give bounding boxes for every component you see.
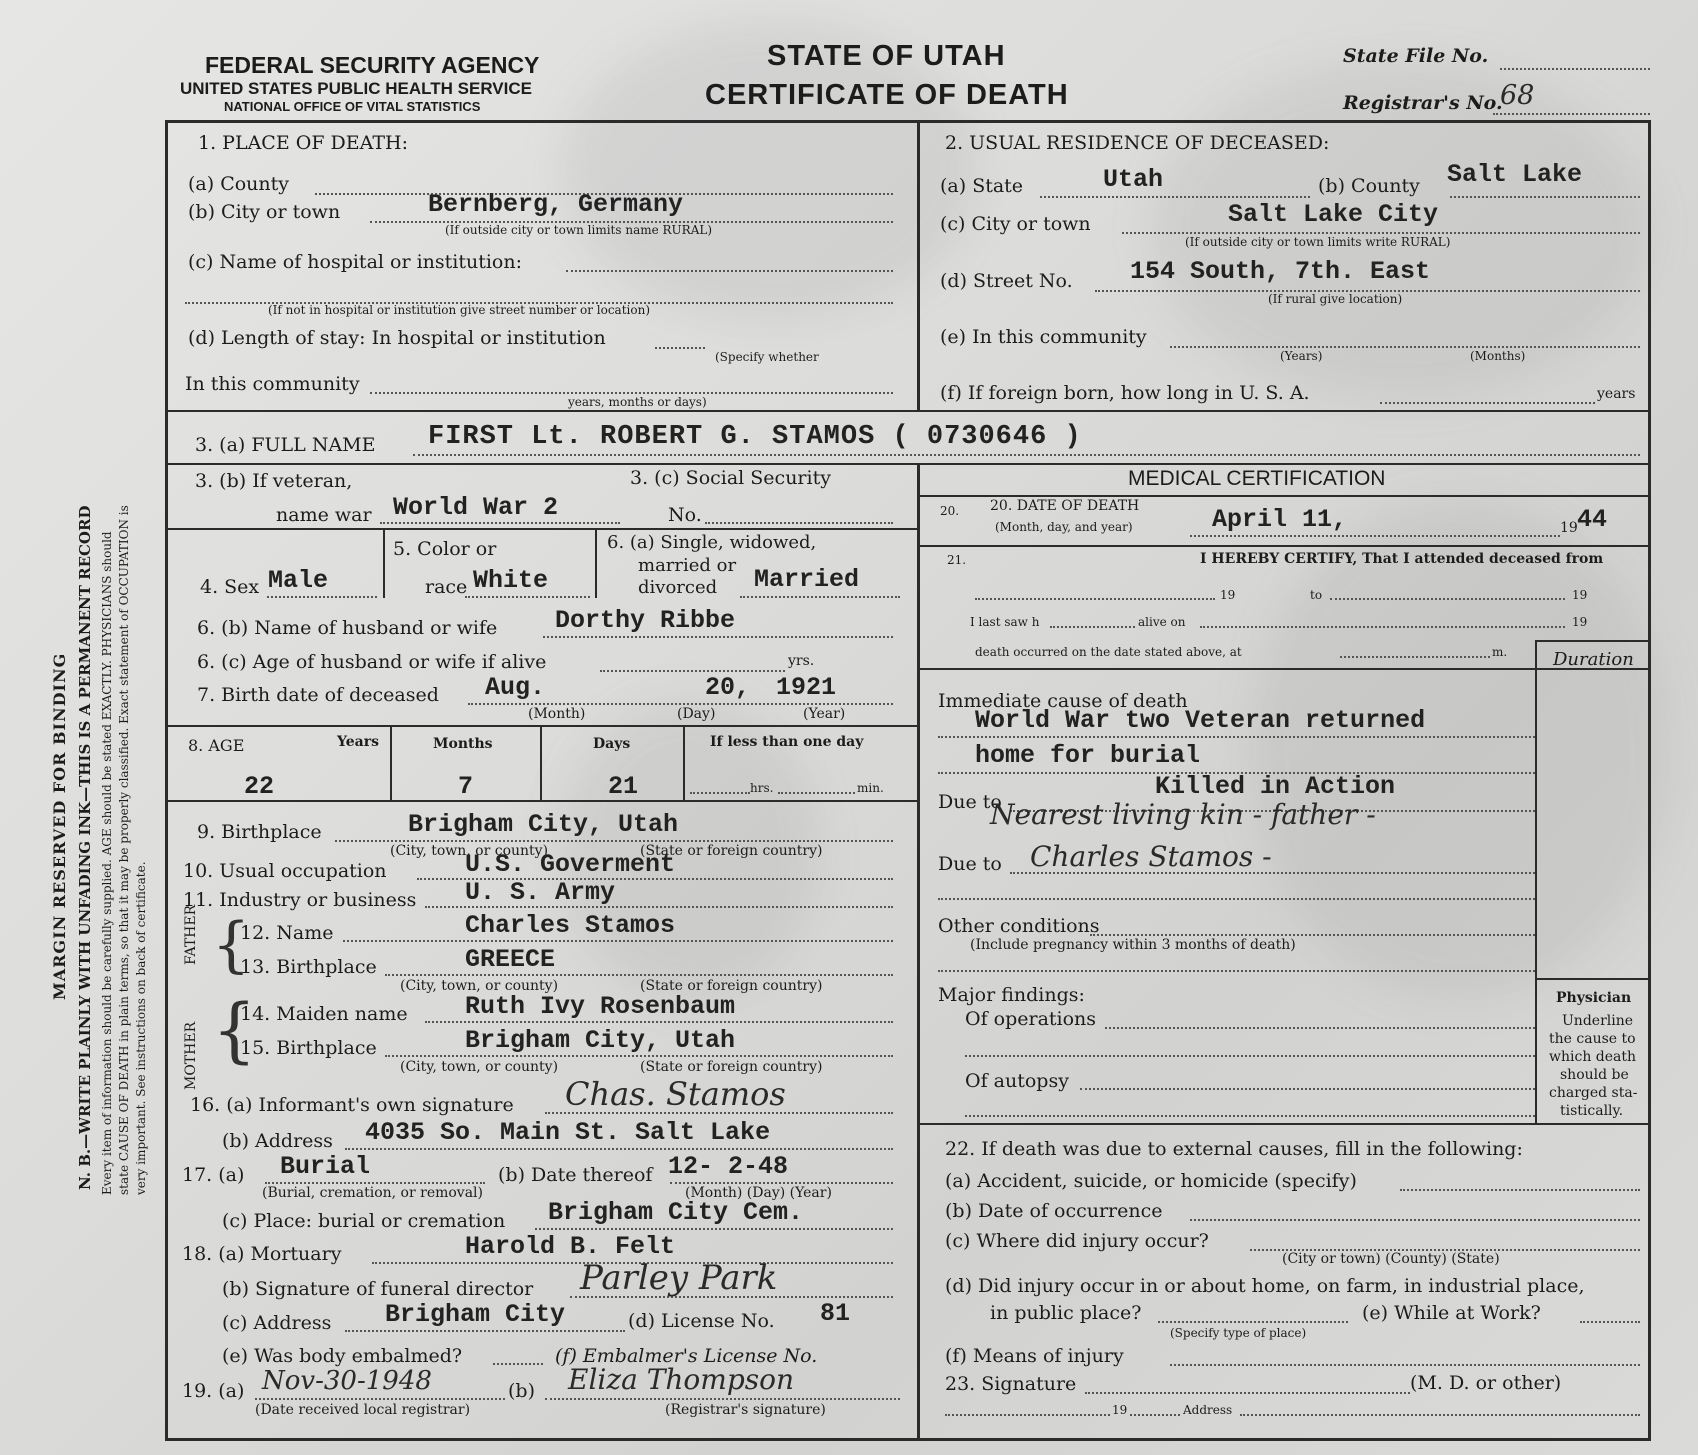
signature-23-label: 23. Signature (945, 1373, 1077, 1395)
full-name-label: 3. (a) FULL NAME (195, 434, 376, 456)
external-c-label: (c) Where did injury occur? (945, 1230, 1209, 1252)
community-label: In this community (185, 373, 360, 395)
res-city-note: (If outside city or town limits write RURAL) (1185, 235, 1451, 249)
state-title: STATE OF UTAH (767, 40, 1006, 72)
marital-label-3: divorced (638, 577, 718, 598)
of-operations-label: Of operations (965, 1008, 1097, 1030)
res-street-note: (If rural give location) (1268, 292, 1403, 306)
marital-label-2: married or (638, 555, 737, 576)
office-name: NATIONAL OFFICE OF VITAL STATISTICS (224, 99, 481, 114)
age-less-header: If less than one day (710, 734, 864, 750)
of-autopsy-label: Of autopsy (965, 1070, 1069, 1092)
spouse-yrs: yrs. (788, 653, 815, 669)
age-days-header: Days (593, 736, 631, 752)
mortuary-address-value: Brigham City (385, 1300, 566, 1329)
immediate-cause-line-1: World War two Veteran returned (975, 706, 1426, 735)
father-birthplace-label: 13. Birthplace (240, 956, 377, 978)
duration-header: Duration (1553, 649, 1634, 670)
informant-address-label: (b) Address (222, 1130, 333, 1152)
birth-year-note: (Year) (803, 706, 846, 722)
death-date-number: 20. (940, 504, 960, 518)
res-state-label: (a) State (940, 175, 1024, 197)
occurred-m: m. (1492, 645, 1508, 659)
res-street-value: 154 South, 7th. East (1130, 257, 1431, 286)
physician-note-1: Underline (1562, 1013, 1634, 1029)
father-name-value: Charles Stamos (465, 911, 676, 940)
years-note: years, months or days) (568, 395, 707, 409)
external-e-label: (e) While at Work? (1362, 1302, 1541, 1324)
informant-label: 16. (a) Informant's own signature (190, 1094, 514, 1116)
external-d-note: (Specify type of place) (1170, 1326, 1307, 1340)
marital-label-1: 6. (a) Single, widowed, (607, 532, 817, 553)
director-signature: Parley Park (580, 1258, 778, 1298)
res-years-note: (Years) (1280, 349, 1323, 363)
margin-binding-text: MARGIN RESERVED FOR BINDING (50, 652, 69, 1000)
mother-name-label: 14. Maiden name (240, 1003, 408, 1025)
mortuary-address-label: (c) Address (222, 1312, 332, 1334)
age-years-value: 22 (244, 772, 275, 801)
license-label: (d) License No. (628, 1310, 775, 1332)
sex-value: Male (268, 566, 329, 595)
registrar-sig-label: (b) (508, 1380, 535, 1402)
father-brace: { (212, 910, 251, 980)
spouse-label: 6. (b) Name of husband or wife (197, 617, 498, 639)
mortuary-value: Harold B. Felt (465, 1232, 676, 1261)
death-year-prefix: 19 (1560, 520, 1578, 536)
res-months-note: (Months) (1470, 349, 1526, 363)
margin-ink-text: N. B.—WRITE PLAINLY WITH UNFADING INK—THIS IS A PERMANENT RECORD (76, 505, 94, 1190)
hospital-note: (If not in hospital or institution give street number or location) (268, 303, 650, 317)
war-value: World War 2 (393, 493, 559, 522)
registrar-note: (Registrar's signature) (665, 1402, 826, 1418)
received-label: 19. (a) (182, 1380, 245, 1402)
immediate-cause-label: Immediate cause of death (938, 690, 1188, 712)
father-city-note: (City, town, or county) (400, 978, 559, 994)
agency-name: FEDERAL SECURITY AGENCY (205, 52, 540, 78)
certify-19-c: 19 (1572, 615, 1588, 629)
due-to-1-label: Due to (938, 791, 1002, 813)
external-b-label: (b) Date of occurrence (945, 1200, 1163, 1222)
age-label: 8. AGE (188, 736, 245, 755)
city-label: (b) City or town (188, 201, 341, 223)
father-state-note: (State or foreign country) (640, 978, 823, 994)
service-name: UNITED STATES PUBLIC HEALTH SERVICE (180, 79, 532, 98)
certify-text: I HEREBY CERTIFY, That I attended deceased from (1200, 551, 1604, 567)
registrars-no-value: 68 (1500, 80, 1535, 111)
mortuary-label: 18. (a) Mortuary (182, 1243, 342, 1265)
death-year-value: 44 (1577, 505, 1608, 534)
age-years-header: Years (337, 734, 380, 750)
specify-note: (Specify whether (715, 350, 819, 364)
alive-on-label: alive on (1138, 615, 1186, 629)
ss-no-label: No. (668, 504, 702, 526)
received-date-value: Nov-30-1948 (262, 1366, 432, 1396)
ss-label: 3. (c) Social Security (630, 467, 831, 489)
informant-signature: Chas. Stamos (565, 1075, 786, 1113)
certify-19-a: 19 (1220, 588, 1236, 602)
physician-note-6: tistically. (1560, 1103, 1624, 1119)
race-label: race (425, 576, 468, 598)
veteran-label: 3. (b) If veteran, (195, 470, 353, 492)
birthplace-label: 9. Birthplace (197, 821, 322, 843)
res-street-label: (d) Street No. (940, 270, 1073, 292)
registrar-signature: Eliza Thompson (568, 1363, 794, 1396)
res-years-suffix: years (1597, 386, 1636, 402)
margin-instruction-1: Every item of information should be carefully supplied. AGE should be stated EXACTLY. PHYSICIANS should (100, 531, 114, 1195)
mother-brace: { (212, 989, 257, 1071)
age-hrs: hrs. (750, 781, 774, 795)
occupation-value: U.S. Goverment (465, 850, 676, 879)
external-heading: 22. If death was due to external causes, fill in the following: (945, 1138, 1523, 1160)
disposal-note: (Burial, cremation, or removal) (262, 1185, 483, 1201)
father-tag: FATHER (183, 904, 199, 965)
occupation-label: 10. Usual occupation (183, 860, 387, 882)
age-months-header: Months (433, 736, 493, 752)
external-c-note: (City or town) (County) (State) (1282, 1251, 1500, 1267)
sex-label: 4. Sex (200, 576, 260, 598)
father-name-label: 12. Name (240, 922, 334, 944)
father-birthplace-value: GREECE (465, 945, 556, 974)
disposal-value: Burial (280, 1152, 371, 1181)
age-months-value: 7 (458, 772, 474, 801)
medical-heading: MEDICAL CERTIFICATION (1128, 467, 1386, 490)
disposal-date-value: 12- 2-48 (668, 1152, 789, 1181)
marital-value: Married (754, 565, 860, 594)
city-value: Bernberg, Germany (428, 190, 684, 219)
other-conditions-note: (Include pregnancy within 3 months of death) (970, 937, 1296, 953)
immediate-cause-line-2: home for burial (975, 741, 1201, 770)
war-label: name war (276, 504, 372, 526)
disposal-label: 17. (a) (182, 1164, 245, 1186)
external-f-label: (f) Means of injury (945, 1345, 1124, 1367)
margin-instruction-2: state CAUSE OF DEATH in plain terms, so that it may be properly classified. Exact statement of OCCUPATION is (117, 505, 131, 1195)
industry-label: 11. Industry or business (183, 889, 417, 911)
disposal-date-label: (b) Date thereof (498, 1164, 653, 1186)
due-to-1-value: Nearest living kin - father - (990, 798, 1376, 831)
physician-note-4: should be (1560, 1067, 1629, 1083)
birth-day: 20, (705, 673, 751, 702)
embalmer-license-label: (f) Embalmer's License No. (555, 1345, 818, 1367)
color-label: 5. Color or (393, 538, 497, 560)
embalmed-label: (e) Was body embalmed? (222, 1345, 463, 1367)
external-d-label-1: (d) Did injury occur in or about home, on farm, in industrial place, (945, 1275, 1585, 1297)
physician-note-2: the cause to (1549, 1031, 1636, 1047)
occurred-label: death occurred on the date stated above, at (975, 645, 1242, 659)
place-heading: 1. PLACE OF DEATH: (198, 132, 408, 154)
signature-23-address: Address (1183, 1403, 1233, 1417)
full-name-value: FIRST Lt. ROBERT G. STAMOS ( 0730646 ) (428, 422, 1082, 452)
physician-header: Physician (1556, 990, 1632, 1006)
received-note: (Date received local registrar) (255, 1402, 471, 1418)
mother-birthplace-label: 15. Birthplace (240, 1037, 377, 1059)
due-to-2-label: Due to (938, 853, 1002, 875)
physician-note-3: which death (1549, 1049, 1637, 1065)
margin-instruction-3: very important. See instructions on back of certificate. (134, 861, 148, 1195)
mother-birthplace-value: Brigham City, Utah (465, 1026, 736, 1055)
due-to-2-value: Charles Stamos - (1030, 840, 1272, 873)
mother-state-note: (State or foreign country) (640, 1059, 823, 1075)
burial-place-label: (c) Place: burial or cremation (222, 1210, 506, 1232)
page-title: CERTIFICATE OF DEATH (705, 79, 1069, 111)
res-city-label: (c) City or town (940, 213, 1091, 235)
burial-place-value: Brigham City Cem. (548, 1198, 804, 1227)
stay-label: (d) Length of stay: In hospital or institution (188, 327, 606, 349)
birth-month-note: (Month) (528, 706, 586, 722)
external-d-label-2: in public place? (990, 1302, 1142, 1324)
last-saw-label: I last saw h (970, 615, 1040, 629)
birth-day-note: (Day) (677, 706, 716, 722)
spouse-value: Dorthy Ribbe (555, 606, 736, 635)
informant-address-value: 4035 So. Main St. Salt Lake (365, 1118, 771, 1147)
res-foreign-label: (f) If foreign born, how long in U. S. A. (940, 382, 1310, 404)
external-a-label: (a) Accident, suicide, or homicide (specify) (945, 1170, 1357, 1192)
major-findings-label: Major findings: (938, 984, 1085, 1006)
state-file-label: State File No. (1343, 45, 1489, 67)
age-days-value: 21 (608, 772, 639, 801)
director-label: (b) Signature of funeral director (222, 1278, 534, 1300)
certify-number: 21. (947, 553, 967, 567)
birth-label: 7. Birth date of deceased (197, 684, 439, 706)
mother-city-note: (City, town, or county) (400, 1059, 559, 1075)
license-value: 81 (820, 1299, 851, 1328)
res-city-value: Salt Lake City (1228, 200, 1439, 229)
other-conditions-label: Other conditions (938, 915, 1100, 937)
certify-to: to (1310, 588, 1323, 602)
spouse-age-label: 6. (c) Age of husband or wife if alive (197, 651, 547, 673)
city-note: (If outside city or town limits name RURAL) (445, 223, 713, 237)
age-min: min. (857, 781, 884, 795)
res-county-label: (b) County (1318, 175, 1420, 197)
birth-year: 1921 (776, 673, 837, 702)
physician-note-5: charged sta- (1549, 1085, 1638, 1101)
res-community-label: (e) In this community (940, 326, 1147, 348)
death-date-label: 20. DATE OF DEATH (990, 498, 1140, 514)
birth-month: Aug. (485, 673, 546, 702)
registrars-no-label: Registrar's No. (1343, 92, 1503, 114)
mother-tag: MOTHER (183, 1021, 199, 1090)
certify-19-b: 19 (1572, 588, 1588, 602)
death-date-value: April 11, (1212, 505, 1348, 534)
killed-in-action: Killed in Action (1155, 772, 1396, 801)
disposal-date-note: (Month) (Day) (Year) (685, 1185, 832, 1201)
signature-23-suffix: (M. D. or other) (1410, 1372, 1562, 1394)
res-state-value: Utah (1103, 165, 1164, 194)
birthplace-value: Brigham City, Utah (408, 810, 679, 839)
mother-name-value: Ruth Ivy Rosenbaum (465, 992, 736, 1021)
signature-23-year: 19 (1112, 1403, 1128, 1417)
birthplace-state-note: (State or foreign country) (640, 843, 823, 859)
birthplace-city-note: (City, town, or county) (390, 843, 549, 859)
res-county-value: Salt Lake (1447, 160, 1583, 189)
industry-value: U. S. Army (465, 878, 616, 907)
residence-heading: 2. USUAL RESIDENCE OF DECEASED: (945, 132, 1330, 154)
race-value: White (473, 566, 549, 595)
county-label: (a) County (188, 173, 290, 195)
death-date-note: (Month, day, and year) (995, 520, 1133, 534)
hospital-label: (c) Name of hospital or institution: (188, 251, 523, 273)
